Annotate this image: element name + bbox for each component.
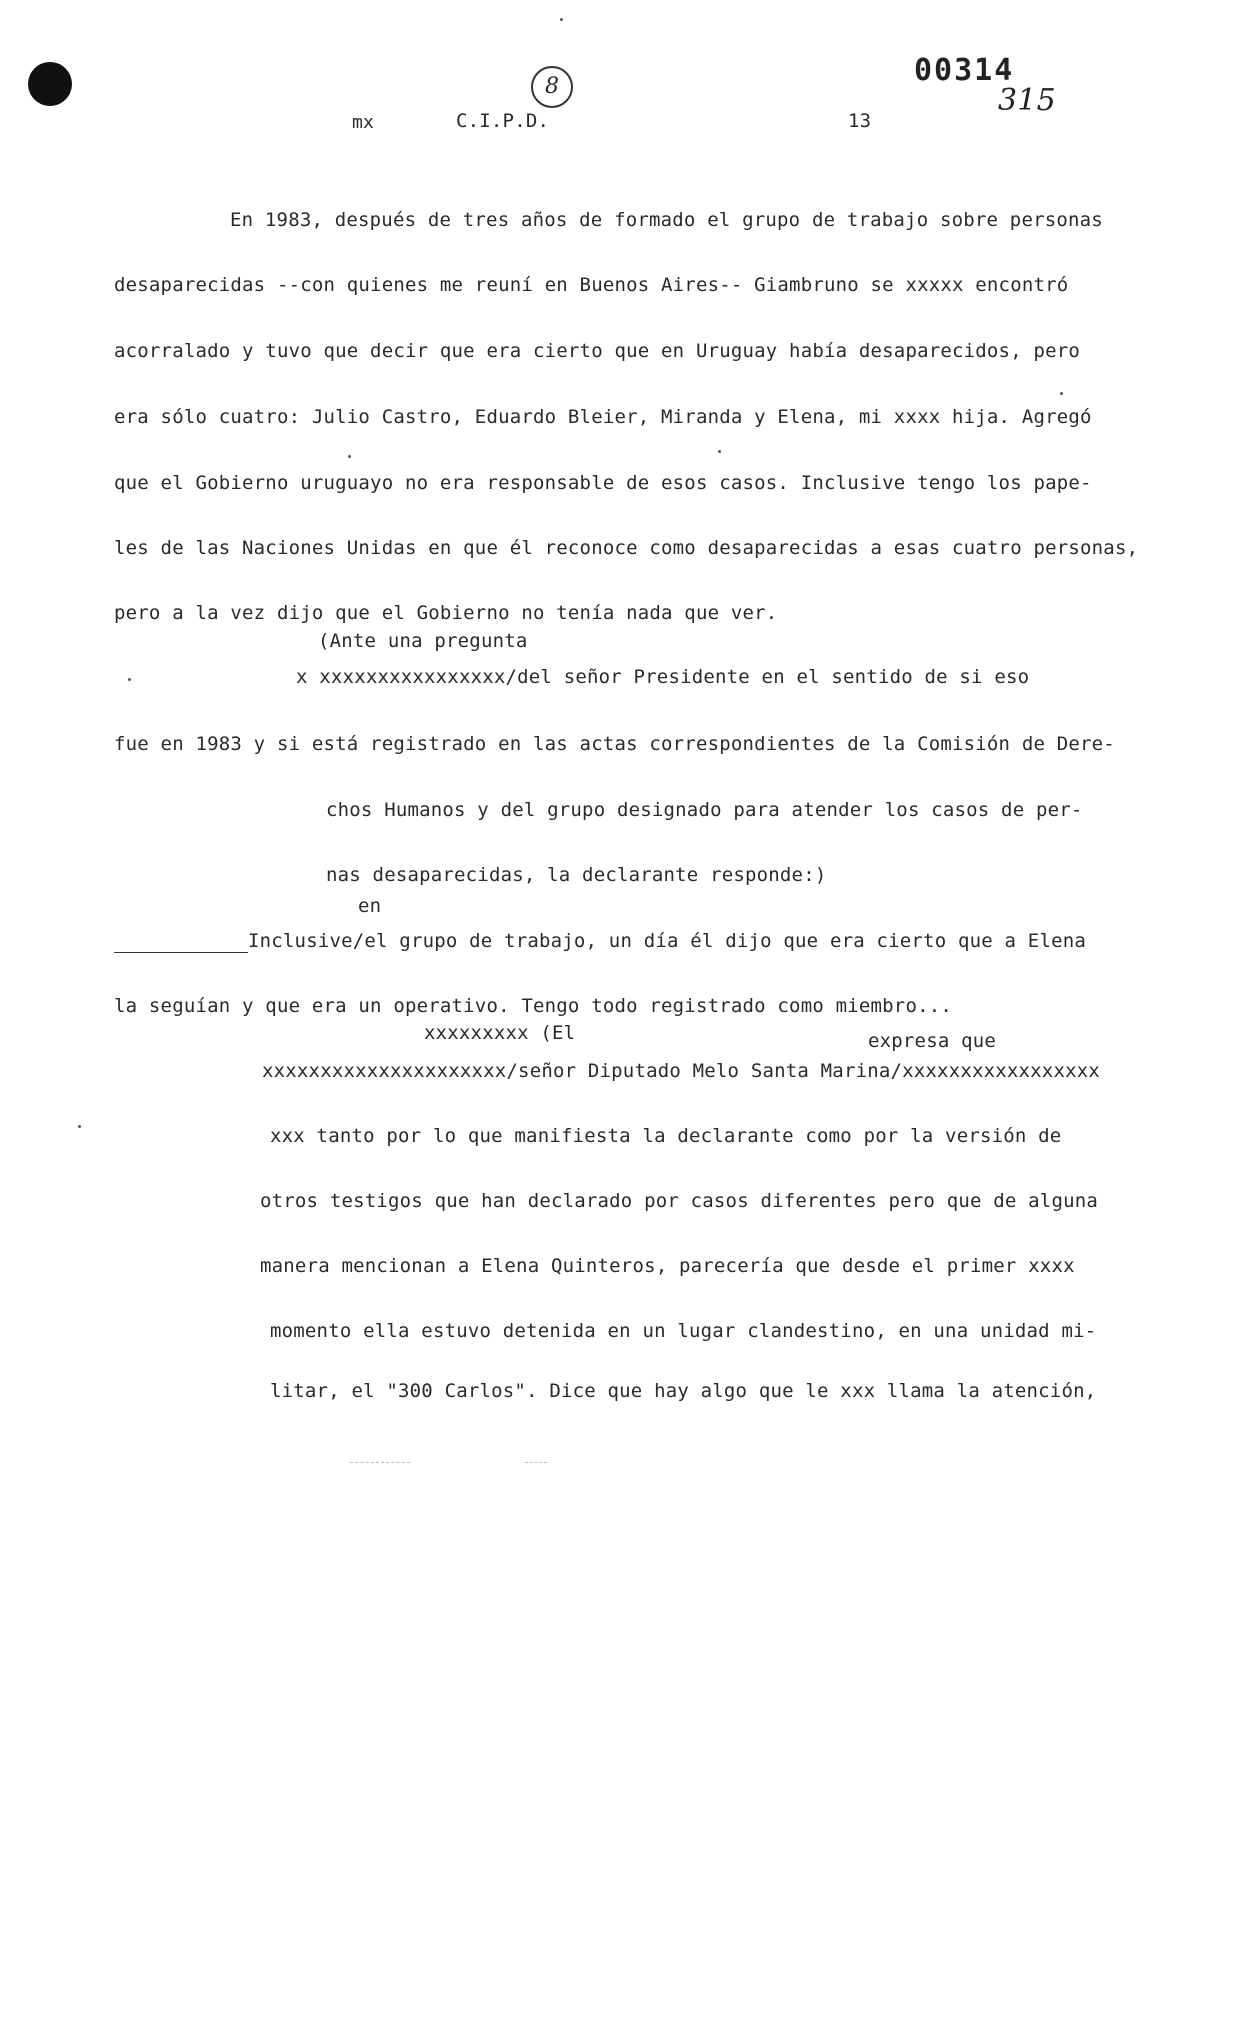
text-line: momento ella estuvo detenida en un lugar clandestino, en una unidad mi- [270,1320,1097,1342]
text-line: desaparecidas --con quienes me reuní en Buenos Aires-- Giambruno se xxxxx encontró [114,274,1069,296]
punch-hole [28,62,72,106]
text-line: xxxxxxxxx (El [424,1022,576,1044]
text-line: pero a la vez dijo que el Gobierno no tenía nada que ver. [114,602,778,624]
text-line: otros testigos que han declarado por casos diferentes pero que de alguna [260,1190,1099,1212]
scan-artifact [718,450,721,453]
scan-artifact [560,18,563,21]
text-line: xxxxxxxxxxxxxxxxxxxxx/señor Diputado Melo Santa Marina/xxxxxxxxxxxxxxxxx [262,1060,1101,1082]
text-line: litar, el "300 Carlos". Dice que hay algo que le xxx llama la atención, [270,1380,1097,1402]
text-line: chos Humanos y del grupo designado para atender los casos de per- [326,799,1083,821]
scan-artifact [525,1462,547,1463]
scan-artifact [348,455,351,458]
circled-number: 8 [531,66,573,108]
text-line: Inclusive/el grupo de trabajo, un día él dijo que era cierto que a Elena [248,930,1087,952]
text-line: En 1983, después de tres años de formado el grupo de trabajo sobre personas [230,209,1103,231]
text-line: manera mencionan a Elena Quinteros, parecería que desde el primer xxxx [260,1255,1075,1277]
text-line: era sólo cuatro: Julio Castro, Eduardo Bleier, Miranda y Elena, mi xxxx hija. Agregó [114,406,1092,428]
text-line: la seguían y que era un operativo. Tengo todo registrado como miembro... [114,995,953,1017]
scan-artifact [1060,392,1063,395]
text-line: en [358,895,382,917]
text-line: que el Gobierno uruguayo no era responsable de esos casos. Inclusive tengo los pape- [114,472,1092,494]
stamp-number: 00314 [914,53,1015,88]
page-number: 13 [848,110,872,132]
text-line: xxx tanto por lo que manifiesta la declarante como por la versión de [270,1125,1062,1147]
scan-artifact [350,1462,410,1463]
text-line: les de las Naciones Unidas en que él reconoce como desaparecidas a esas cuatro personas, [114,537,1139,559]
text-line: x xxxxxxxxxxxxxxxx/del señor Presidente en el sentido de si eso [296,666,1030,688]
scan-artifact [128,678,131,681]
scan-artifact [78,1125,81,1128]
text-line: nas desaparecidas, la declarante responde:) [326,864,827,886]
text-line: acorralado y tuvo que decir que era cierto que en Uruguay había desaparecidos, pero [114,340,1081,362]
header-left-mark: mx [352,112,375,133]
handwritten-number: 315 [998,83,1056,118]
underline-rule [114,952,248,953]
text-line: (Ante una pregunta [318,630,528,652]
text-line: fue en 1983 y si está registrado en las actas correspondientes de la Comisión de Dere- [114,733,1115,755]
header-office: C.I.P.D. [456,110,550,132]
text-line: expresa que [868,1030,997,1052]
